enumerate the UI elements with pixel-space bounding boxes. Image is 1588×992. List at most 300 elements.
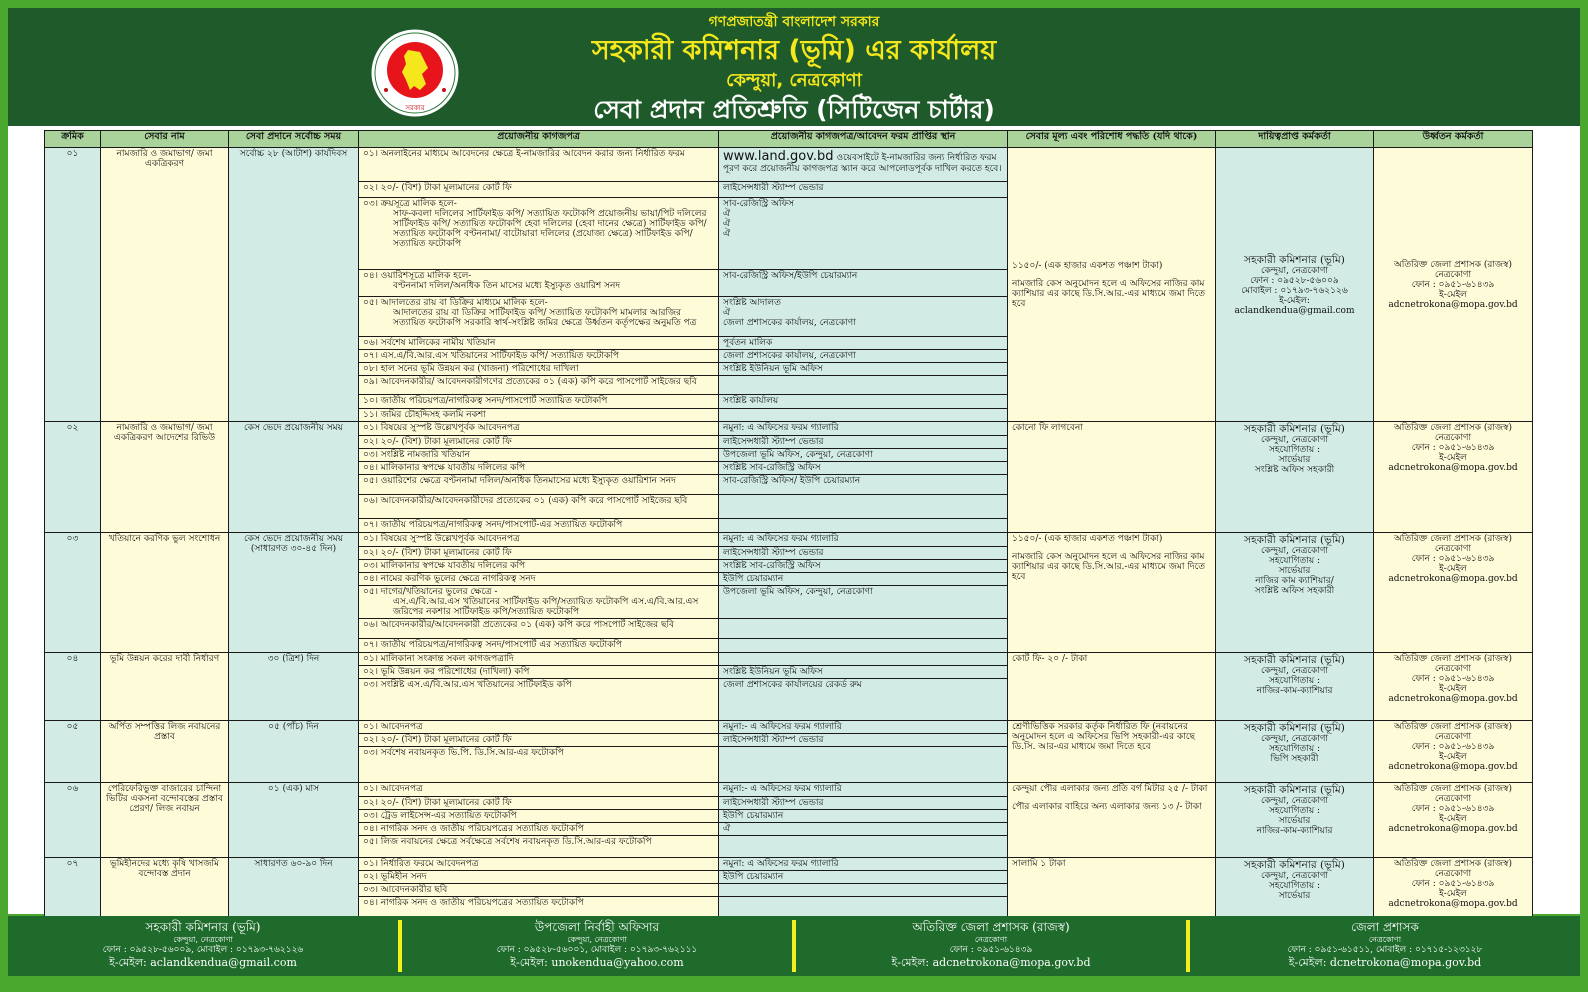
document-source — [719, 871, 1008, 884]
cell-line: নেত্রকোণা — [1434, 544, 1472, 554]
cell-line: নাজির-কাম-ক্যাশিয়ার — [1256, 826, 1333, 836]
table-row — [45, 533, 1533, 547]
service-serial: ০৭ — [45, 858, 101, 924]
document-source-text: জেলা প্রশাসকের কার্যালয়, নেত্রকোণা — [723, 351, 856, 361]
document-source — [719, 395, 1008, 409]
service-serial: ০৪ — [45, 653, 101, 721]
document-source-text: ঐ — [723, 824, 731, 834]
service-name: নামজারি ও জমাভাগ/ জমা একত্রিকরণ — [101, 148, 229, 422]
document-text: ০৬। আবেদনকারীর/আবেদনকারী প্রত্যেকের ০১ (এক) কপি করে পাসপোর্ট সাইজের ছবি — [363, 620, 675, 630]
service-name: ভূমিহীনদের মধ্যে কৃষি খাসজমি বন্দোবস্ত প্রদান — [101, 858, 229, 924]
service-fee — [1008, 783, 1216, 858]
cell-line: ই-মেইল — [1439, 289, 1467, 300]
document-source-text: সংশ্লিষ্ট ইউনিয়ন ভূমি অফিস — [723, 364, 823, 374]
service-serial: ০২ — [45, 422, 101, 533]
document-text: ০১। বিষয়ের সুস্পষ্ট উল্লেখপূর্বক আবেদনপত্র — [363, 534, 520, 544]
required-document — [359, 871, 719, 884]
service-max-time: ০৫ (পাঁচ) দিন — [229, 721, 359, 783]
required-document — [359, 547, 719, 560]
document-source-text: লাইসেন্সধারী স্ট্যাম্প ভেন্ডার — [723, 437, 824, 447]
document-source-text: সংশ্লিষ্ট ইউনিয়ন ভূমি অফিস — [723, 667, 823, 677]
cell-line: aclandkendua@gmail.com — [1234, 305, 1355, 316]
cell-line: ভিপি সহকারী — [1270, 754, 1319, 764]
required-document — [359, 533, 719, 547]
col-header-serial: ক্রমিক — [45, 131, 101, 148]
required-document — [359, 573, 719, 586]
cell-line: সালামি ১ টাকা — [1012, 859, 1066, 869]
service-name: ভূমি উন্নয়ন করের দাবী নির্ধারণ — [101, 653, 229, 721]
cell-line: সহযোগিতায় : — [1268, 676, 1321, 686]
cell-line: নাজির কাম ক্যাশিয়ার/ — [1255, 576, 1334, 586]
required-document — [359, 797, 719, 810]
document-source-text: সাব-রেজিস্ট্রি অফিস/ইউপি চেয়ারম্যান — [723, 271, 858, 281]
footer-contact — [402, 916, 792, 976]
cell-line: ১১৫০/- (এক হাজার একশত পঞ্চাশ টাকা) — [1012, 260, 1163, 271]
superior-officer — [1374, 533, 1533, 653]
document-source — [719, 783, 1008, 797]
document-text: ০৩। সংশ্লিষ্ট এস.এ/বি.আর.এস খতিয়ানের সার্টিফাইড কপি — [363, 680, 572, 690]
required-document — [359, 198, 719, 270]
document-text: ০২। ২০/- (বিশ) টাকা মূল্যমানের কোর্ট ফি — [363, 548, 512, 558]
document-source-text: নমুনা:- এ অফিসের ফরম গ্যালারি — [723, 784, 842, 794]
cell-line: কেন্দুয়া পৌর এলাকার জন্য প্রতি বর্গ মিটার ২৫ /- টাকা — [1012, 784, 1208, 794]
required-document — [359, 350, 719, 363]
document-source — [719, 586, 1008, 619]
cell-line: কোনো ফি লাগবেনা — [1012, 423, 1083, 433]
document-source-text: সংশ্লিষ্ট সাব-রেজিস্ট্রি অফিস — [723, 561, 821, 571]
page-footer — [8, 916, 1580, 976]
superior-officer — [1374, 653, 1533, 721]
document-source-text: সংশ্লিষ্ট কার্যালয় — [723, 396, 779, 406]
responsible-officer — [1216, 653, 1374, 721]
officer-title: সহকারী কমিশনার (ভূমি) — [1244, 859, 1345, 871]
document-source — [719, 350, 1008, 363]
service-fee — [1008, 422, 1216, 533]
footer-contact-location: নেত্রকোণা — [974, 935, 1008, 944]
footer-contact-phone: ফোন : ০৯৫২৮-৫৬০০৯, মোবাইল : ০১৭৯৩-৭৬২১২৬ — [102, 945, 304, 955]
document-source — [719, 436, 1008, 449]
cell-line: adcnetrokona@mopa.gov.bd — [1388, 824, 1518, 834]
document-source — [719, 422, 1008, 436]
document-text: ০১। আবেদনপত্র — [363, 722, 423, 732]
service-name: পেরিফেরিভুক্ত বাজারের চান্দিনা ভিটির একসনা বন্দোবস্তের প্রস্তাব প্রেরণ/ লিজ নবায়ন — [101, 783, 229, 858]
service-max-time: কেস ভেদে প্রয়োজনীয় সময় — [229, 422, 359, 533]
cell-line: শ্রেণীভিত্তিক সরকার কর্তৃক নির্ধারিত ফি (নবায়নের অনুমোদন হলে এ অফিসের ভিপি সহকারী-এর কাছে ডি.সি. আর-এর মাধ্যমে জমা দিতে হবে — [1012, 722, 1195, 752]
document-source-text: পূর্বতন মালিক — [723, 338, 773, 348]
document-text: ০৭। এস.এ/বি.আর.এস খতিয়ানের সার্টিফাইড কপি/ সত্যায়িত ফটোকপি — [363, 351, 620, 361]
service-max-time: কেস ভেদে প্রয়োজনীয় সময় (সাধারণত ৩০-৪৫ দিন) — [229, 533, 359, 653]
cell-line: অতিরিক্ত জেলা প্রশাসক (রাজস্ব) — [1394, 534, 1512, 544]
footer-contact-location: নেত্রকোণা — [1368, 935, 1402, 944]
footer-contact-title: উপজেলা নির্বাহী অফিসার — [534, 920, 660, 934]
document-text: ০২। ২০/- (বিশ) টাকা মূল্যমানের কোর্ট ফি — [363, 735, 512, 745]
service-serial: ০৬ — [45, 783, 101, 858]
document-source — [719, 495, 1008, 519]
required-document — [359, 436, 719, 449]
table-row — [45, 148, 1533, 182]
required-document — [359, 560, 719, 573]
cell-line: মোবাইল : ০১৭৯৩-৭৬২১২৬ — [1241, 285, 1348, 296]
cell-line: সার্ভেয়ার — [1278, 816, 1311, 826]
cell-line: নেত্রকোণা — [1434, 869, 1472, 879]
responsible-officer — [1216, 422, 1374, 533]
document-source-text: ইউপি চেয়ারম্যান — [723, 872, 784, 882]
col-header-service-name: সেবার নাম — [101, 131, 229, 148]
document-source — [719, 409, 1008, 422]
document-source — [719, 884, 1008, 897]
document-detail: আদালতের রায় বা ডিক্রির সার্টিফাইড কপি/ সত্যায়িত ফটোকপি মামলার আরজির সত্যায়িত ফটোকপি সরকারি স্বার্থ-সংশ্লিষ্ট জমির ক্ষেত্রে উর্ধ্বতন কর্তৃপক্ষের অনুমতি পত্র — [393, 308, 697, 328]
footer-contact-phone: ফোন : ০৯৫১-৬১৪৩৯ — [949, 945, 1033, 955]
document-text: ০৩। ট্রেড লাইসেন্স-এর সত্যায়িত ফটোকপি — [363, 811, 517, 821]
footer-contact-email: ই-মেইল: aclandkendua@gmail.com — [109, 956, 297, 969]
document-source — [719, 810, 1008, 823]
document-source-text: ইউপি চেয়ারম্যান — [723, 811, 784, 821]
footer-contact-location: কেন্দুয়া, নেত্রকোণা — [567, 935, 627, 944]
footer-contact-email: ই-মেইল: unokendua@yahoo.com — [510, 956, 684, 969]
superior-officer — [1374, 148, 1533, 422]
document-text: ০৪। ওয়ারিশসূত্রে মালিক হলে- — [363, 271, 472, 281]
document-source — [719, 560, 1008, 573]
cell-line: সহযোগিতায় : — [1268, 806, 1321, 816]
cell-line: নেত্রকোণা — [1434, 794, 1472, 804]
document-text: ০৯। আবেদনকারীর/ আবেদনকারীগণের প্রত্যেকের ০১ (এক) কপি করে পাসপোর্ট সাইজের ছবি — [363, 377, 697, 387]
cell-line: ই-মেইল — [1439, 889, 1467, 899]
cell-line: অতিরিক্ত জেলা প্রশাসক (রাজস্ব) — [1394, 859, 1512, 869]
required-document — [359, 734, 719, 747]
document-text: ০৫। ওয়ারিশের ক্ষেত্রে বণ্টননামা দলিল/অনধিক তিনমাসের মধ্যে ইস্যুকৃত ওয়ারিশান সনদ — [363, 476, 676, 486]
cell-line: adcnetrokona@mopa.gov.bd — [1388, 899, 1518, 909]
required-document — [359, 666, 719, 679]
cell-line: ফোন : ০৯৫১-৬১৪৩৯ — [1411, 279, 1495, 290]
document-text: ০৩। সংশ্লিষ্ট নামজারি খতিয়ান — [363, 450, 470, 460]
required-document — [359, 586, 719, 619]
footer-contact — [8, 916, 398, 976]
document-text: ০৪। নাগরিক সনদ ও জাতীয় পরিচয়পত্রের সত্যায়িত ফটোকপি — [363, 898, 584, 908]
page-header — [8, 8, 1580, 126]
document-text: ১১। জমির চৌহদ্দিসহ কলমি নকশা — [363, 410, 486, 420]
document-source-text: নমুনা: এ অফিসের ফরম গ্যালারি — [723, 859, 839, 869]
cell-line: অতিরিক্ত জেলা প্রশাসক (রাজস্ব) — [1394, 259, 1512, 270]
document-source — [719, 376, 1008, 395]
cell-line: সার্ভেয়ার — [1278, 566, 1311, 576]
footer-contact — [1190, 916, 1580, 976]
cell-line: সহযোগিতায় : — [1268, 744, 1321, 754]
superior-officer — [1374, 422, 1533, 533]
document-source — [719, 449, 1008, 462]
document-source — [719, 734, 1008, 747]
service-name: খতিয়ানে করণিক ভুল সংশোধন — [101, 533, 229, 653]
cell-line: নাজির-কাম-ক্যাশিয়ার — [1256, 686, 1333, 696]
cell-line: সংশ্লিষ্ট অফিস সহকারী — [1254, 465, 1335, 475]
footer-contact-phone: ফোন : ০৯৫১-৬১৫১১, মোবাইল : ০১৭১৫-১২৩১২৮ — [1287, 945, 1483, 955]
cell-line: নামজারি কেস অনুমোদন হলে এ অফিসের নাজির কাম ক্যাশিয়ার এর কাছে ডি.সি.আর.-এর মাধ্যমে জমা দিতে হবে — [1012, 278, 1206, 309]
document-text: ১০। জাতীয় পরিচয়পত্র/নাগরিকত্ব সনদ/পাসপোর্ট সত্যায়িত ফটোকপি — [363, 396, 608, 406]
document-source — [719, 547, 1008, 560]
service-max-time: সাধারণত ৬০-৯০ দিন — [229, 858, 359, 924]
superior-officer — [1374, 858, 1533, 924]
document-source — [719, 721, 1008, 734]
document-source-text: সংশ্লিষ্ট সাব-রেজিস্ট্রি অফিস — [723, 463, 821, 473]
document-source-text: নমুনা: এ অফিসের ফরম গ্যালারি — [723, 423, 839, 433]
document-text: ০৩। সর্বশেষ নবায়নকৃত ভি.পি. ডি.সি.আর-এর ফটোকপি — [363, 748, 564, 758]
required-document — [359, 858, 719, 871]
document-source — [719, 797, 1008, 810]
cell-line: ই-মেইল — [1439, 752, 1467, 762]
cell-line: ফোন : ০৯৫১-৬১৪৩৯ — [1411, 443, 1495, 453]
table-row — [45, 422, 1533, 436]
table-row — [45, 653, 1533, 666]
cell-line: ই-মেইল: — [1279, 295, 1310, 306]
cell-line: ফোন : ০৯৫১-৬১৪৩৯ — [1411, 804, 1495, 814]
document-source-text: ওয়েবসাইটে ই-নামজারির জন্য নির্ধারিত ফরম পূরণ করে প্রয়োজনীয় কাগজপত্র স্ক্যান করে আপলোডপূর্বক দাখিল করতে হবে। — [723, 153, 1002, 174]
required-document — [359, 148, 719, 182]
cell-line: adcnetrokona@mopa.gov.bd — [1388, 574, 1518, 584]
service-fee — [1008, 533, 1216, 653]
service-fee — [1008, 653, 1216, 721]
document-source-text: উপজেলা ভূমি অফিস, কেন্দুয়া, নেত্রকোণা — [723, 587, 873, 597]
required-document — [359, 679, 719, 721]
required-document — [359, 376, 719, 395]
document-text: ০৫। লিজ নবায়নের ক্ষেত্রে সর্বক্ষেত্রে সর্বশেষ নবায়নকৃত ডি.সি.আর-এর ফটোকপি — [363, 837, 652, 847]
cell-line: নেত্রকোণা — [1434, 664, 1472, 674]
service-fee — [1008, 148, 1216, 422]
cell-line: কেন্দুয়া, নেত্রকোণা — [1260, 435, 1328, 445]
required-document — [359, 519, 719, 533]
required-document — [359, 884, 719, 897]
document-detail: সাফ-কবলা দলিলের সার্টিফাইড কপি/ সত্যায়িত ফটোকপি প্রয়োজনীয় ভায়া/পিট দলিলের সার্টিফাইড কপি/ সত্যায়িত ফটোকপি হেবা দলিলের (হেবা দানের ক্ষেত্রে) সার্টিফাইড কপি/ সত্যায়িত ফটোকপি বণ্টননামা/ বাটোয়ারা দলিলের (প্রযোজ্য ক্ষেত্রে) সার্টিফাইড কপি/সত্যায়িত ফটোকপি — [393, 209, 707, 249]
responsible-officer — [1216, 858, 1374, 924]
required-document — [359, 495, 719, 519]
service-name: অর্পিত সম্পত্তির লিজ নবায়নের প্রস্তাব — [101, 721, 229, 783]
cell-line: সহযোগিতায় : — [1268, 881, 1321, 891]
document-source — [719, 198, 1008, 270]
document-text: ০২। ২০/- (বিশ) টাকা মূল্যমানের কোর্ট ফি — [363, 798, 512, 808]
cell-line: সহযোগিতায় : — [1268, 556, 1321, 566]
table-row — [45, 858, 1533, 871]
cell-line: অতিরিক্ত জেলা প্রশাসক (রাজস্ব) — [1394, 722, 1512, 732]
cell-line: নেত্রকোণা — [1434, 269, 1472, 280]
cell-line: adcnetrokona@mopa.gov.bd — [1388, 762, 1518, 772]
document-source — [719, 533, 1008, 547]
document-source-text: সাব-রেজিস্ট্রি অফিস/ ইউপি চেয়ারম্যান — [723, 476, 861, 486]
required-document — [359, 653, 719, 666]
required-document — [359, 639, 719, 653]
document-source-text: লাইসেন্সধারী স্ট্যাম্প ভেন্ডার — [723, 798, 824, 808]
cell-line: ফোন : ০৯৫১-৬১৪৩৯ — [1411, 554, 1495, 564]
document-source-text: জেলা প্রশাসকের কার্যালয়ের রেকর্ড রুম — [723, 680, 862, 690]
document-text: ০১। মালিকানা সংক্রান্ত সকল কাগজপত্রাদি — [363, 654, 514, 664]
service-max-time: সর্বোচ্চ ২৮ (আটাশ) কার্যদিবস — [229, 148, 359, 422]
charter-title: সেবা প্রদান প্রতিশ্রুতি (সিটিজেন চার্টার) — [593, 95, 995, 124]
document-text: ০১। নির্ধারিত ফরমে আবেদনপত্র — [363, 859, 479, 869]
cell-line: কেন্দুয়া, নেত্রকোণা — [1260, 265, 1328, 276]
document-source-text: উপজেলা ভূমি অফিস, কেন্দুয়া, নেত্রকোণা — [723, 450, 873, 460]
document-source-text: লাইসেন্সধারী স্ট্যাম্প ভেন্ডার — [723, 548, 824, 558]
responsible-officer — [1216, 533, 1374, 653]
document-text: ০৪। নাগরিক সনদ ও জাতীয় পরিচয়পত্রের সত্যায়িত ফটোকপি — [363, 824, 584, 834]
svg-text:সরকার: সরকার — [405, 104, 425, 112]
document-source — [719, 519, 1008, 533]
cell-line: পৌর এলাকার বাহিরে অন্য এলাকার জন্য ১৩ /- টাকা — [1012, 802, 1202, 812]
cell-line: ই-মেইল — [1439, 684, 1467, 694]
citizen-charter-table — [44, 130, 1533, 924]
document-source — [719, 653, 1008, 666]
required-document — [359, 395, 719, 409]
required-document — [359, 783, 719, 797]
service-fee — [1008, 721, 1216, 783]
footer-contact-title: সহকারী কমিশনার (ভূমি) — [145, 920, 261, 934]
footer-contact-location: কেন্দুয়া, নেত্রকোণা — [173, 935, 233, 944]
document-text: ০৬। সর্বশেষ মালিকের নামীয় খতিয়ান — [363, 338, 496, 348]
responsible-officer — [1216, 721, 1374, 783]
document-detail: এস.এ/বি.আর.এস খতিয়ানের সার্টিফাইড কপি/সত্যায়িত ফটোকপি এস.এ/বি.আর.এস জরিপের নকশার সার্টিফাইড কপি/সত্যায়িত ফটোকপি — [393, 597, 699, 617]
required-document — [359, 337, 719, 350]
required-document — [359, 270, 719, 297]
government-name: গণপ্রজাতন্ত্রী বাংলাদেশ সরকার — [708, 14, 880, 30]
cell-line: adcnetrokona@mopa.gov.bd — [1388, 463, 1518, 473]
officer-title: সহকারী কমিশনার (ভূমি) — [1244, 534, 1345, 546]
responsible-officer — [1216, 783, 1374, 858]
cell-line: ই-মেইল — [1439, 453, 1467, 463]
superior-officer — [1374, 783, 1533, 858]
footer-contact — [796, 916, 1186, 976]
document-source-text: নমুনা:- এ অফিসের ফরম গ্যালারি — [723, 722, 842, 732]
document-detail: বণ্টননামা দলিল/অনধিক তিন মাসের মধ্যে ইস্যুকৃত ওয়ারিশ সনদ — [393, 281, 621, 291]
col-header-document-source: প্রয়োজনীয় কাগজপত্র/আবেদন ফরম প্রাপ্তির স্থান — [719, 131, 1008, 148]
required-document — [359, 721, 719, 734]
document-text: ০২। ২০/- (বিশ) টাকা মূল্যমানের কোর্ট ফি — [363, 437, 512, 447]
service-serial: ০১ — [45, 148, 101, 422]
document-text: ০৩। ক্রয়সূত্রে মালিক হলে- — [363, 199, 457, 209]
table-row — [45, 721, 1533, 734]
document-source — [719, 639, 1008, 653]
document-source-text: লাইসেন্সধারী স্ট্যাম্প ভেন্ডার — [723, 183, 824, 193]
document-text: ০১। বিষয়ের সুস্পষ্ট উল্লেখপূর্বক আবেদনপত্র — [363, 423, 520, 433]
officer-title: সহকারী কমিশনার (ভূমি) — [1244, 784, 1345, 796]
cell-line: কোর্ট ফি- ২০ /- টাকা — [1012, 654, 1088, 664]
document-text: ০৪। নামের করণিক ভুলের ক্ষেত্রে নাগরিকত্ব সনদ — [363, 574, 536, 584]
service-max-time: ৩০ (ত্রিশ) দিন — [229, 653, 359, 721]
cell-line: অতিরিক্ত জেলা প্রশাসক (রাজস্ব) — [1394, 423, 1512, 433]
required-document — [359, 449, 719, 462]
service-max-time: ০১ (এক) মাস — [229, 783, 359, 858]
required-document — [359, 182, 719, 198]
cell-line: নেত্রকোণা — [1434, 732, 1472, 742]
officer-title: সহকারী কমিশনার (ভূমি) — [1244, 423, 1345, 435]
table-row — [45, 783, 1533, 797]
cell-line: নেত্রকোণা — [1434, 433, 1472, 443]
document-text: ০৩। আবেদনকারীর ছবি — [363, 885, 448, 895]
officer-title: সহকারী কমিশনার (ভূমি) — [1244, 253, 1345, 266]
responsible-officer — [1216, 148, 1374, 422]
col-header-max-time: সেবা প্রদানে সর্বোচ্চ সময় — [229, 131, 359, 148]
service-fee — [1008, 858, 1216, 924]
officer-title: সহকারী কমিশনার (ভূমি) — [1244, 722, 1345, 734]
document-text: ০৭। জাতীয় পরিচয়পত্র/নাগরিকত্ব সনদ/পাসপোর্ট-এর সত্যায়িত ফটোকপি — [363, 520, 623, 530]
footer-contact-email: ই-মেইল: dcnetrokona@mopa.gov.bd — [1288, 956, 1482, 969]
footer-contact-title: জেলা প্রশাসক — [1351, 920, 1419, 934]
document-text: ০৭। জাতীয় পরিচয়পত্র/নাগরিকত্ব সনদ/পাসপোর্ট এর সত্যায়িত ফটোকপি — [363, 640, 623, 650]
cell-line: adcnetrokona@mopa.gov.bd — [1388, 299, 1518, 310]
cell-line: ১১৫০/- (এক হাজার একশত পঞ্চাশ টাকা) — [1012, 534, 1163, 544]
cell-line: ফোন : ০৯৫১-৬১৪৩৯ — [1411, 742, 1495, 752]
document-text: ০৬। আবেদনকারীর/আবেদনকারীদের প্রত্যেকের ০১ (এক) কপি করে পাসপোর্ট সাইজের ছবি — [363, 496, 688, 506]
document-text: ০৮। হাল সনের ভূমি উন্নয়ন কর (খাজনা) পরিশোধের দাখিলা — [363, 364, 579, 374]
document-source — [719, 666, 1008, 679]
document-source — [719, 297, 1008, 337]
cell-line: কেন্দুয়া, নেত্রকোণা — [1260, 871, 1328, 881]
cell-line: সার্ভেয়ার — [1278, 891, 1311, 901]
cell-line: সার্ভেয়ার — [1278, 455, 1311, 465]
required-document — [359, 747, 719, 783]
cell-line: ই-মেইল — [1439, 564, 1467, 574]
required-document — [359, 422, 719, 436]
document-source — [719, 836, 1008, 858]
document-source — [719, 475, 1008, 495]
required-document — [359, 475, 719, 495]
footer-contact-email: ই-মেইল: adcnetrokona@mopa.gov.bd — [891, 956, 1091, 969]
document-source — [719, 747, 1008, 783]
footer-contact-phone: ফোন : ০৯৫২৮-৫৬০০১, মোবাইল : ০১৭৯৩-৭৬২১১১ — [496, 945, 698, 955]
col-header-required-documents: প্রয়োজনীয় কাগজপত্র — [359, 131, 719, 148]
document-source-url: www.land.gov.bd — [723, 149, 834, 164]
required-document — [359, 823, 719, 836]
cell-line: ই-মেইল — [1439, 814, 1467, 824]
charter-content — [8, 126, 1580, 914]
col-header-superior-officer: উর্ধ্বতন কর্মকর্তা — [1374, 131, 1533, 148]
required-document — [359, 363, 719, 376]
cell-line: কেন্দুয়া, নেত্রকোণা — [1260, 734, 1328, 744]
document-text: ০২। ভূমিহীন সনদ — [363, 872, 427, 882]
required-document — [359, 462, 719, 475]
document-source-text: নমুনা: এ অফিসের ফরম গ্যালারি — [723, 534, 839, 544]
officer-title: সহকারী কমিশনার (ভূমি) — [1244, 654, 1345, 666]
table-body — [45, 148, 1533, 924]
table-header-row — [45, 131, 1533, 148]
required-document — [359, 619, 719, 639]
footer-contact-title: অতিরিক্ত জেলা প্রশাসক (রাজস্ব) — [912, 920, 1070, 934]
document-text: ০৫। দাগের/খতিয়ানের ভুলের ক্ষেত্রে - — [363, 587, 498, 597]
document-text: ০২। ২০/- (বিশ) টাকা মূল্যমানের কোর্ট ফি — [363, 183, 512, 193]
office-location: কেন্দুয়া, নেত্রকোণা — [726, 70, 862, 91]
document-source-text: ইউপি চেয়ারম্যান — [723, 574, 784, 584]
service-serial: ০৩ — [45, 533, 101, 653]
document-source — [719, 679, 1008, 721]
document-text: ০৪। মালিকানার স্বপক্ষে যাবতীয় দলিলের কপি — [363, 463, 526, 473]
document-source — [719, 148, 1008, 182]
cell-line: কেন্দুয়া, নেত্রকোণা — [1260, 546, 1328, 556]
cell-line: সহযোগিতায় : — [1268, 445, 1321, 455]
document-source — [719, 573, 1008, 586]
office-title: সহকারী কমিশনার (ভূমি) এর কার্যালয় — [591, 35, 997, 66]
required-document — [359, 297, 719, 337]
document-source — [719, 337, 1008, 350]
cell-line: অতিরিক্ত জেলা প্রশাসক (রাজস্ব) — [1394, 654, 1512, 664]
document-source — [719, 270, 1008, 297]
document-text: ০১। আবেদনপত্র — [363, 784, 423, 794]
cell-line: ফোন : ০৯৫১-৬১৪৩৯ — [1411, 879, 1495, 889]
service-name: নামজারি ও জমাভাগ/ জমা একত্রিকরণ আদেশের রিভিউ — [101, 422, 229, 533]
service-serial: ০৫ — [45, 721, 101, 783]
required-document — [359, 836, 719, 858]
document-source — [719, 823, 1008, 836]
superior-officer — [1374, 721, 1533, 783]
cell-line: adcnetrokona@mopa.gov.bd — [1388, 694, 1518, 704]
cell-line: সংশ্লিষ্ট অফিস সহকারী — [1254, 586, 1335, 596]
document-source — [719, 462, 1008, 475]
document-source — [719, 363, 1008, 376]
document-source — [719, 182, 1008, 198]
